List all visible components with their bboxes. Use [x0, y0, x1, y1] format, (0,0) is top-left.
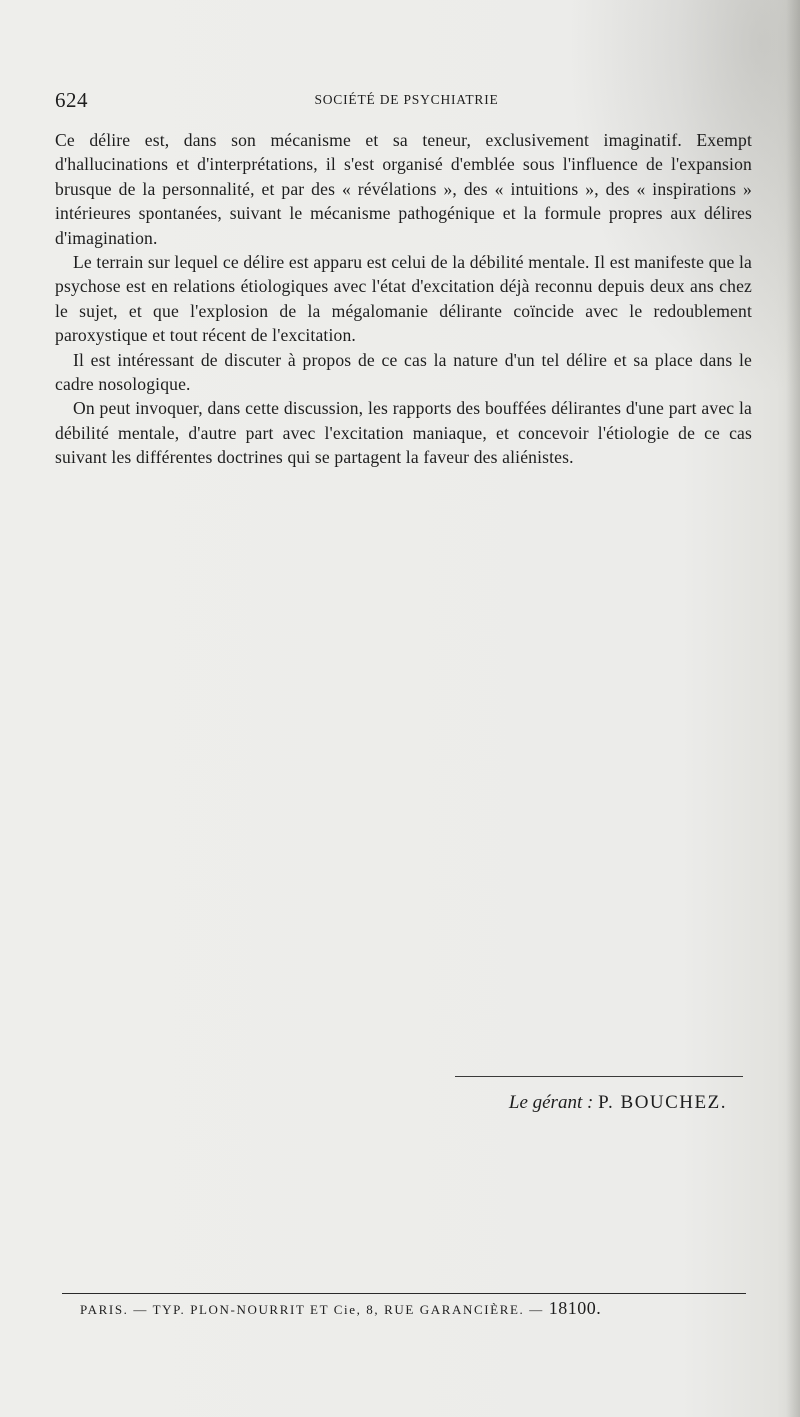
paragraph: Il est intéressant de discuter à propos de ce cas la nature d'un tel délire et sa place dans le cadre nosologique. [55, 349, 752, 395]
running-head-title: SOCIÉTÉ DE PSYCHIATRIE [314, 92, 499, 107]
page-number: 624 [55, 88, 88, 112]
imprint-text: PARIS. — TYP. PLON-NOURRIT ET Cie, 8, RUE GARANCIÈRE. — [80, 1302, 549, 1317]
page-edge-shadow [786, 0, 800, 1417]
body-text [55, 128, 752, 470]
footer-rule [62, 1293, 746, 1294]
signature-role: Le gérant : [508, 1092, 594, 1113]
running-head [55, 88, 748, 114]
signature-name: P. BOUCHEZ. [598, 1092, 727, 1113]
imprint-number: 18100. [548, 1298, 602, 1318]
signature-rule [455, 1076, 743, 1077]
signature-block [455, 1076, 745, 1113]
signature-line [509, 1092, 727, 1114]
paragraph: Ce délire est, dans son mécanisme et sa teneur, exclusivement imaginatif. Exempt d'hallucinations et d'interprétations, il s'est organisé d'emblée sous l'influence de l'expansion brusque de la personnalité, et par des « révélations », des « intuitions », des « inspirations » intérieures spontanées, suivant le mécanisme pathogénique et la formule propres aux délires d'imagination. [55, 130, 752, 248]
printer-imprint [80, 1298, 730, 1319]
paragraph: On peut invoquer, dans cette discussion, les rapports des bouffées délirantes d'une part avec la débilité mentale, d'autre part avec l'excitation maniaque, et concevoir l'étiologie de ce cas suivant les différentes doctrines qui se partagent la faveur des aliénistes. [55, 398, 752, 468]
paragraph: Le terrain sur lequel ce délire est apparu est celui de la débilité mentale. Il est manifeste que la psychose est en relations étiologiques avec l'état d'excitation déjà reconnu depuis deux ans chez le sujet, et que l'explosion de la mégalomanie délirante coïncide avec le redoublement paroxystique et tout récent de l'excitation. [55, 252, 752, 346]
